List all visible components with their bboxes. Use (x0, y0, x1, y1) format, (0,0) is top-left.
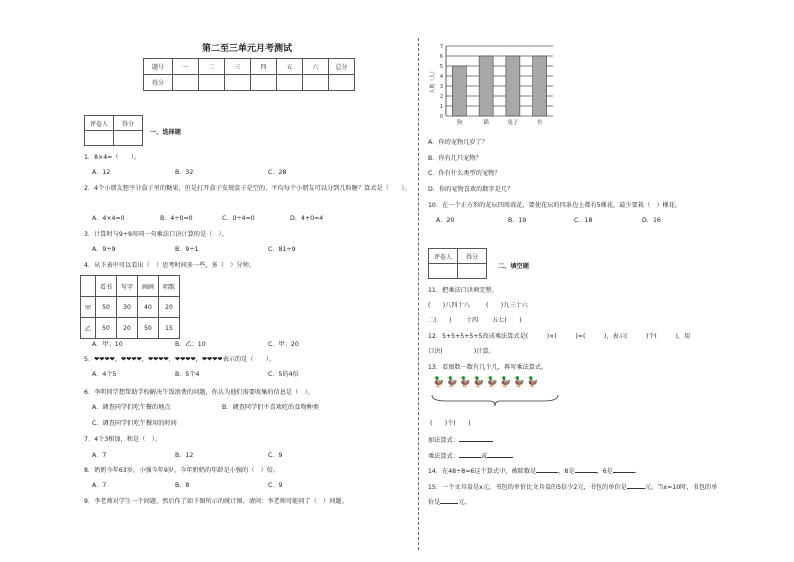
q14-text: 14．在48÷8=6这个算式中，被除数是 ，8是 ，6是 。 (428, 468, 642, 475)
grader-box (84, 115, 143, 146)
q2-opt-d: D．4+0=4 (290, 215, 324, 222)
q7-stem: 7．4个3相加，和是（ ）。 (84, 436, 161, 443)
q4-header-cell (81, 276, 96, 297)
score-cell[interactable] (173, 75, 199, 91)
y-tick-label: 3 (439, 84, 443, 90)
page-title: 第二至三单元月考测试 (202, 44, 293, 54)
q9-opt-b: B．你有几只宠物？ (428, 155, 482, 162)
q7-opt-b: B．12 (175, 452, 194, 459)
q4-opt-b: B．乙；10 (175, 341, 206, 348)
q15-line1: 15．一个文具盒是x元，书包的单价比文具盒的5倍少2元，书包的单价是 元。当x=10时，书包的单 (428, 484, 718, 491)
q12-line1: 12．5+5+5+5+5改成乘法算式是( )×( )=( )，表示( )个( )，用 (428, 333, 691, 340)
grader-label-2: 评卷人 (429, 249, 458, 264)
q7-opt-c: C．9 (268, 452, 283, 459)
section-title-2: 二、填空题 (498, 263, 529, 270)
duck-picture: 🦆🦆🦆🦆🦆🦆🦆🦆 (432, 377, 540, 388)
q4-header-cell: 写字 (117, 276, 138, 297)
chart-bar (452, 66, 466, 116)
q8-opt-b: B．8 (175, 482, 190, 489)
score-cell[interactable] (225, 75, 251, 91)
q10-stem: 10．在一个正方形的花坛四周栽花，要使花坛的四条边上都有5棵花，最少要栽（ ）棵花。 (428, 202, 682, 209)
y-tick-label: 2 (439, 94, 443, 100)
q9-opt-d: D．你的宠物喜欢的数字是几？ (428, 186, 514, 193)
q2-opt-a: A．4×4=0 (92, 215, 125, 222)
score-header-cell: 一 (173, 59, 199, 75)
q4-stem: 4．从下表中可以看出（ ）思考时间多一些，多（ ）分钟。 (84, 262, 255, 269)
score-header-cell: 题号 (144, 59, 173, 75)
chart-bar (533, 56, 547, 116)
score-table (143, 58, 355, 91)
score-header-cell: 三 (225, 59, 251, 75)
q11-line1a: ( )八四十八 (428, 302, 470, 309)
y-tick-label: 1 (439, 104, 443, 110)
q8-stem: 8．奶奶今年63岁，小强今年9岁，今年奶奶的年龄是小强的（ ）倍。 (84, 467, 280, 474)
q13-stem: 13．看图数一数有几个几，再写乘法算式。 (428, 364, 548, 371)
q4-table-cell: 20 (117, 318, 138, 339)
grouping-brace (430, 393, 560, 407)
q5-opt-c: C．5的4倍 (268, 371, 299, 378)
chart-bar (506, 56, 520, 116)
column-divider (418, 38, 419, 550)
q4-table-cell: 50 (138, 318, 159, 339)
q4-table-cell: 15 (159, 318, 180, 339)
q6-stem: 6．李明同学想帮助学校解决午饭浪费的问题，你认为他们需要收集的信息是（ ）。 (84, 389, 314, 396)
q10-opt-a: A．20 (436, 217, 455, 224)
score-cell[interactable] (303, 75, 329, 91)
q2-opt-c: C．0÷4=0 (222, 215, 255, 222)
score-header-cell: 六 (303, 59, 329, 75)
q10-opt-b: B．19 (508, 217, 527, 224)
q6-opt-b: B．调查同学们不喜欢吃的食物种类 (222, 404, 320, 411)
q8-opt-c: C．9 (268, 482, 283, 489)
q13-add-label: 加法算式： (428, 435, 493, 444)
q10-opt-c: C．18 (574, 217, 593, 224)
q5-opt-a: A．4个5 (92, 371, 117, 378)
score-header-cell: 四 (251, 59, 277, 75)
score-cell[interactable] (329, 75, 355, 91)
q3-stem: 3．计算时与9÷9用同一句乘法口诀计算的是（ ）。 (84, 231, 228, 238)
q5-opt-b: B．5个4 (175, 371, 200, 378)
q13-mul-label: 乘法算式： 或 (428, 451, 513, 460)
x-tick-label: 猫 (483, 120, 489, 126)
q10-opt-d: D．16 (642, 217, 661, 224)
score-row-label: 得分 (144, 75, 173, 91)
q9-opt-a: A．你的宠物几岁了？ (428, 139, 488, 146)
q6-opt-c: C．调查同学们吃午餐用的时间 (92, 420, 177, 427)
q2-stem: 2．4个小朋友想平分盒子里的糖果，但是打开盒子发现盒子是空的，平均每个小朋友可以分到几粒糖？算式是（ ）。 (84, 185, 411, 192)
q6-opt-a: A．调查同学们吃午餐的地点 (92, 404, 171, 411)
q4-data-table (80, 275, 180, 339)
q8-opt-a: A．7 (92, 482, 107, 489)
chart-bar (479, 56, 493, 116)
y-axis-label: 人数（人） (430, 68, 436, 94)
q9-stem: 9．李老师对学生一个问题，然后作了如下图所示的统计图。请问：李老师可能问了（ ）问题。 (84, 498, 348, 505)
x-tick-label: 兔子 (507, 120, 519, 126)
q4-header-cell: 画画 (138, 276, 159, 297)
q11-line1b: ( )九三十六 (486, 302, 528, 309)
q1-opt-a: A．12 (92, 169, 111, 176)
score-header-cell: 五 (277, 59, 303, 75)
y-tick-label: 6 (439, 54, 443, 60)
q4-table-cell: 50 (96, 318, 117, 339)
section-title-1: 一、选择题 (150, 129, 181, 136)
grader-box-2 (428, 248, 487, 279)
pet-bar-chart (428, 38, 558, 130)
score-header-cell: 二 (199, 59, 225, 75)
q4-table-cell: 40 (138, 297, 159, 318)
grader-label: 评卷人 (85, 116, 114, 131)
y-tick-label: 7 (439, 44, 443, 50)
q15-line2: 价是 元。 (428, 499, 471, 506)
q4-opt-a: A．甲；10 (92, 341, 123, 348)
q3-opt-b: B．9÷1 (175, 246, 199, 253)
q4-header-cell: 唱歌 (159, 276, 180, 297)
q2-opt-b: B．4÷0=0 (160, 215, 193, 222)
q1-stem: 1．8×4=（ ）。 (84, 154, 141, 161)
q4-table-cell: 20 (159, 297, 180, 318)
q4-table-cell: 乙 (81, 318, 96, 339)
q4-table-cell: 30 (117, 297, 138, 318)
score-header-cell: 总分 (329, 59, 355, 75)
q4-table-cell: 甲 (81, 297, 96, 318)
y-tick-label: 5 (439, 64, 443, 70)
score-cell[interactable] (199, 75, 225, 91)
x-tick-label: 鱼 (536, 120, 543, 126)
y-tick-label: 4 (439, 74, 443, 80)
q1-opt-c: C．28 (268, 169, 287, 176)
score-cell[interactable] (277, 75, 303, 91)
q12-line2: 口诀( )计算。 (428, 348, 495, 355)
q13-groups: ( )个( ) (430, 420, 471, 427)
q4-table-cell: 50 (96, 297, 117, 318)
q11-line2b: 十四 (466, 317, 479, 324)
x-tick-label: 狗 (456, 120, 463, 126)
score-cell[interactable] (251, 75, 277, 91)
q3-opt-c: C．81÷9 (268, 246, 296, 253)
q11-stem: 11．把乘法口诀填完整。 (428, 287, 498, 294)
q11-line2a: 二( ) (428, 317, 452, 324)
q1-opt-b: B．32 (175, 169, 194, 176)
q5-stem: 5．❤❤❤❤，❤❤❤❤，❤❤❤❤，❤❤❤❤，❤❤❤❤表示的是（ ）。 (84, 356, 276, 363)
y-tick-label: 0 (439, 114, 443, 120)
q7-opt-a: A．7 (92, 452, 107, 459)
q4-header-cell: 看书 (96, 276, 117, 297)
score-label: 得分 (114, 116, 143, 131)
q3-opt-a: A．9÷9 (92, 246, 116, 253)
q11-line2c: 五七( ) (492, 317, 522, 324)
q9-opt-c: C．你有什么类型的宠物？ (428, 170, 501, 177)
q4-opt-c: C．甲；20 (268, 341, 299, 348)
score-label-2: 得分 (458, 249, 487, 264)
